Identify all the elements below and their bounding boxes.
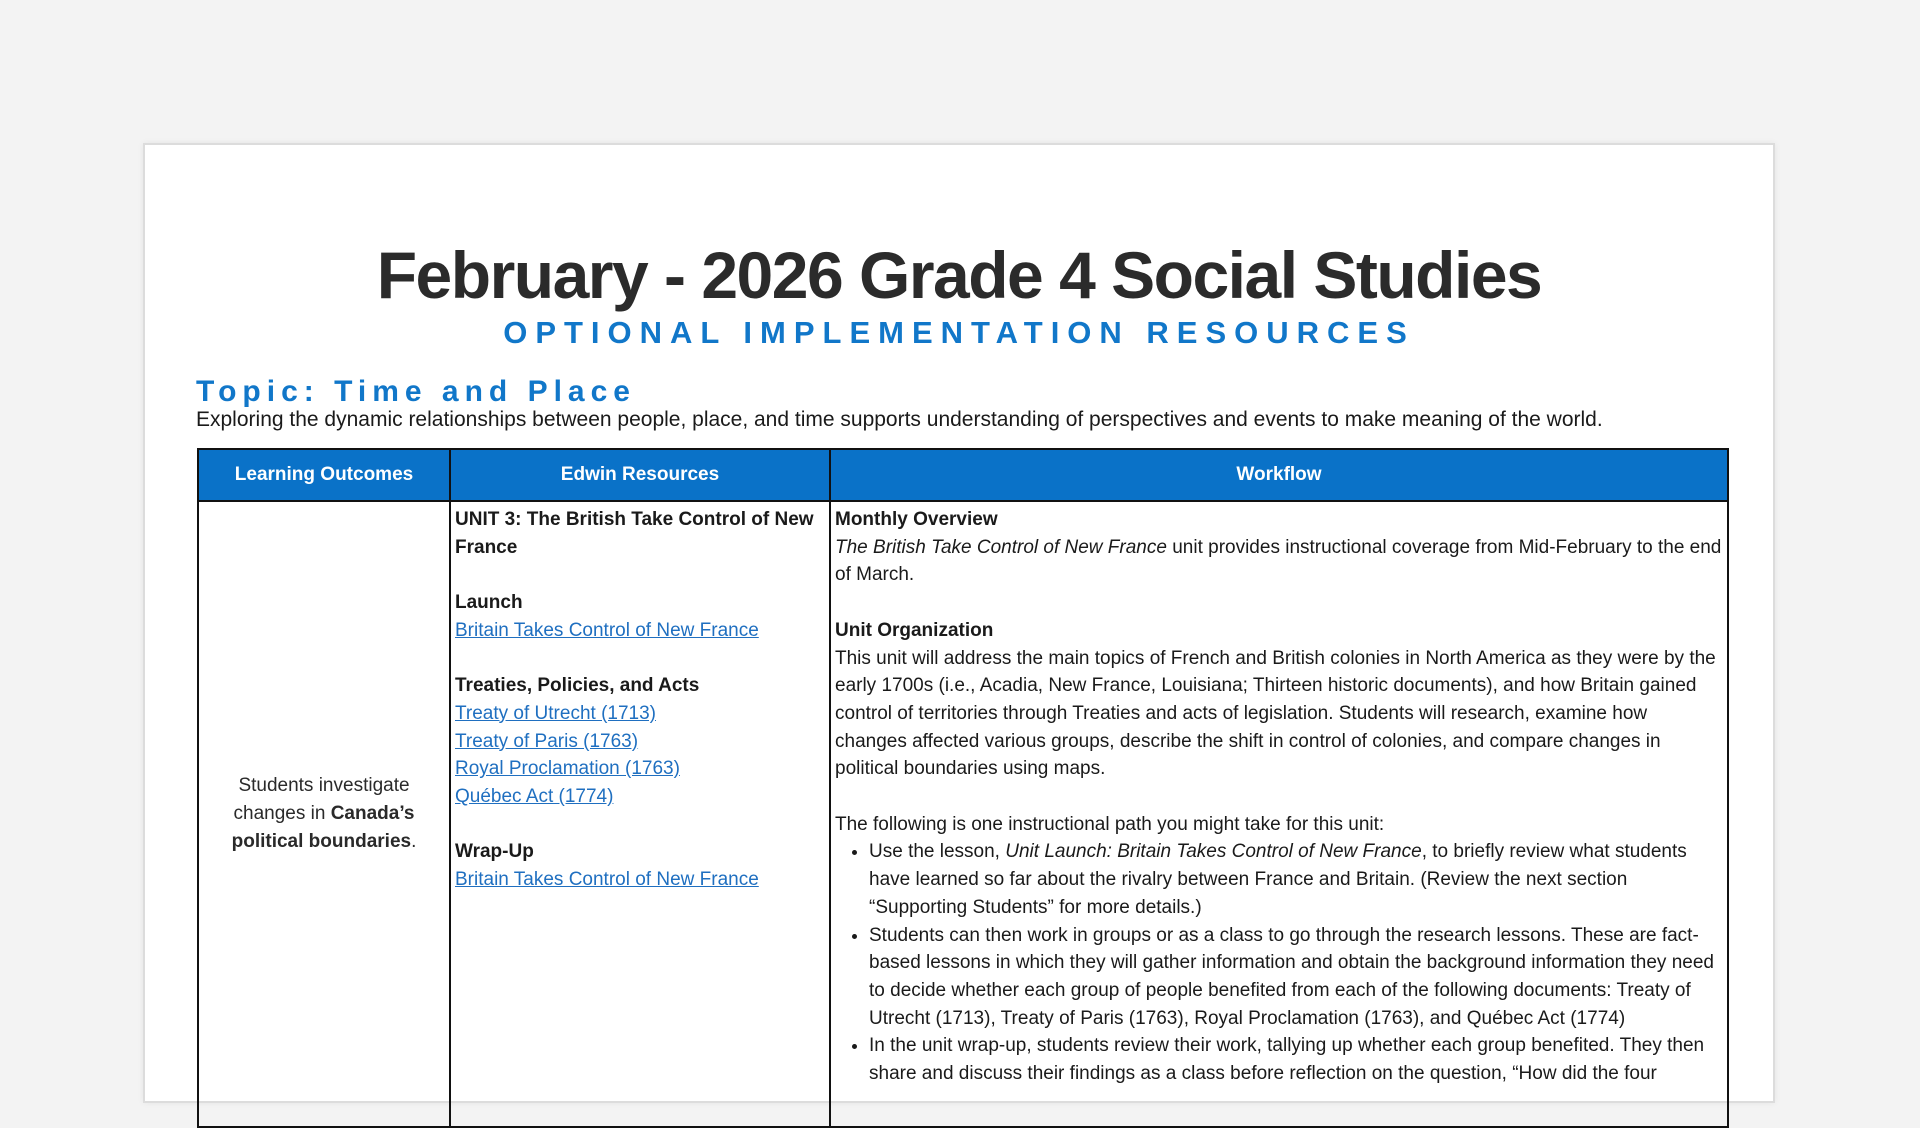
- unit-organization-text: This unit will address the main topics of French and British colonies in North America as they were by the early 1700s (i.e., Acadia, New France, Louisiana; Thirteen historic documents), and how Britain gained control of territories through Treaties and acts of legislation. Students will research, examine how changes affected various groups, describe the shift in control of colonies, and compare changes in political boundaries using maps.: [835, 647, 1716, 780]
- unit-organization-heading: Unit Organization: [835, 619, 994, 641]
- launch-link[interactable]: Britain Takes Control of New France: [455, 619, 759, 641]
- topic-description: Exploring the dynamic relationships between people, place, and time supports understanding of perspectives and events to make meaning of the world.: [196, 408, 1603, 431]
- table-header-row: [198, 449, 1728, 501]
- outcome-period: .: [411, 830, 417, 852]
- learning-outcome-cell: [198, 501, 450, 1127]
- page-subtitle: OPTIONAL IMPLEMENTATION RESOURCES: [503, 315, 1415, 350]
- list-item: [869, 838, 1723, 921]
- treaty-of-utrecht-link[interactable]: Treaty of Utrecht (1713): [455, 702, 656, 724]
- list-item: • In the unit wrap-up, students review their work, tallying up whether each group benefited. They then share and discuss their findings as a class before reflection on the question, “How did the four: [869, 1032, 1723, 1087]
- document-page: [143, 143, 1775, 1103]
- bullet1-post: , to briefly review what students have learned so far about the rivalry between France and Britain. (Review the next section “Supporting Students” for more details.): [869, 841, 1687, 918]
- resources-table: [197, 448, 1729, 1128]
- monthly-overview-text: [835, 534, 1723, 589]
- topic-heading: Topic: Time and Place: [196, 375, 636, 408]
- monthly-overview-heading: Monthly Overview: [835, 509, 998, 530]
- edwin-resources-cell: [450, 501, 830, 1127]
- header-workflow: Workflow: [830, 449, 1728, 501]
- instructional-path-list: [835, 838, 1723, 1087]
- overview-rest: unit provides instructional coverage from Mid-February to the end of March.: [835, 536, 1722, 586]
- outcome-text: Students investigate changes in: [233, 775, 410, 825]
- wrapup-heading: Wrap-Up: [455, 841, 534, 863]
- header-edwin-resources: Edwin Resources: [450, 449, 830, 501]
- treaties-heading: Treaties, Policies, and Acts: [455, 675, 700, 697]
- overview-unit-name: The British Take Control of New France: [835, 536, 1167, 558]
- instructional-path-intro: The following is one instructional path you might take for this unit:: [835, 813, 1385, 835]
- page-title: February - 2026 Grade 4 Social Studies: [376, 238, 1542, 312]
- royal-proclamation-link[interactable]: Royal Proclamation (1763): [455, 758, 680, 780]
- quebec-act-link[interactable]: Québec Act (1774): [455, 786, 614, 807]
- bullet1-lesson: Unit Launch: Britain Takes Control of New France: [1005, 841, 1422, 863]
- launch-heading: Launch: [455, 592, 523, 614]
- wrapup-link[interactable]: Britain Takes Control of New France: [455, 869, 759, 891]
- treaty-of-paris-link[interactable]: Treaty of Paris (1763): [455, 730, 639, 752]
- bullet1-pre: Use the lesson,: [869, 841, 1006, 863]
- unit-title: UNIT 3: The British Take Control of New France: [455, 509, 814, 558]
- outcome-emphasis: Canada’s political boundaries: [231, 803, 415, 852]
- list-item: • Students can then work in groups or as a class to go through the research lessons. These are fact-based lessons in which they will gather information and obtain the background information they need to decide whether each group of people benefited from each of the following documents: Treaty of Utrecht (1713), Treaty of Paris (1763), Royal Proclamation (1763), and Québec Act (1774): [869, 922, 1723, 1033]
- table-row: [198, 501, 1728, 1127]
- header-learning-outcomes: Learning Outcomes: [198, 449, 450, 501]
- workflow-cell: [830, 501, 1728, 1127]
